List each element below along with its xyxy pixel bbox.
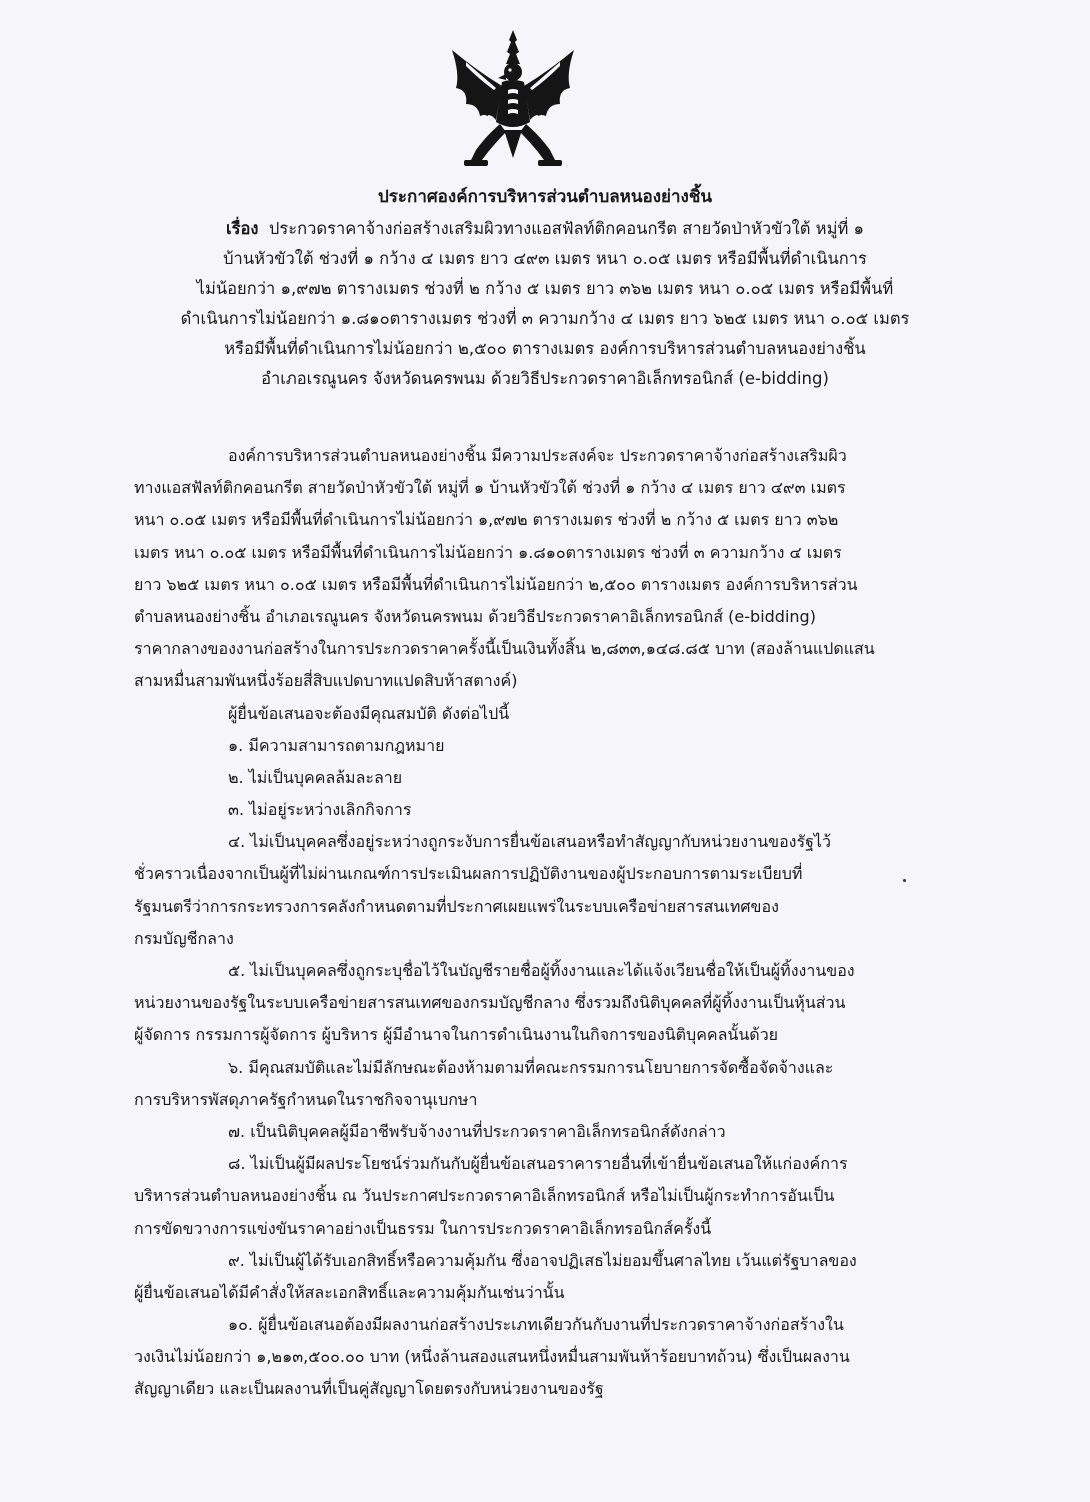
body-line: เมตร หนา ๐.๐๕ เมตร หรือมีพื้นที่ดำเนินการไม่น้อยกว่า ๑.๘๑๐ตารางเมตร ช่วงที่ ๓ ความกว้าง ๔ เมตร — [134, 542, 842, 562]
subject-text: ประกวดราคาจ้างก่อสร้างเสริมผิวทางแอสฟัลท์ติกคอนกรีต สายวัดป่าหัวขัวใต้ หมู่ที่ ๑ — [268, 219, 865, 238]
body-line: ๓. ไม่อยู่ระหว่างเลิกกิจการ — [228, 800, 412, 820]
body-line: หน่วยงานของรัฐในระบบเครือข่ายสารสนเทศของกรมบัญชีกลาง ซึ่งรวมถึงนิติบุคคลที่ผู้ทิ้งงานเป็นหุ้นส่วน — [134, 993, 846, 1013]
garuda-emblem-icon — [446, 30, 580, 170]
subject-line-2: บ้านหัวขัวใต้ ช่วงที่ ๑ กว้าง ๔ เมตร ยาว ๔๙๓ เมตร หนา ๐.๐๕ เมตร หรือมีพื้นที่ดำเนินการ — [223, 249, 867, 268]
body-line: ๘. ไม่เป็นผู้มีผลประโยชน์ร่วมกันกับผู้ยื่นข้อเสนอราคารายอื่นที่เข้ายื่นข้อเสนอให้แก่องค์การ — [228, 1154, 848, 1174]
subject-line-1 — [100, 214, 990, 244]
document-body — [134, 440, 984, 1406]
body-line: การขัดขวางการแข่งขันราคาอย่างเป็นธรรม ในการประกวดราคาอิเล็กทรอนิกส์ครั้งนี้ — [134, 1218, 712, 1238]
body-line: ราคากลางของงานก่อสร้างในการประกวดราคาครั้งนี้เป็นเงินทั้งสิ้น ๒,๘๓๓,๑๔๘.๘๕ บาท (สองล้านแปดแสน — [134, 639, 875, 659]
body-line: ๙. ไม่เป็นผู้ได้รับเอกสิทธิ์หรือความคุ้มกัน ซึ่งอาจปฏิเสธไม่ยอมขึ้นศาลไทย เว้นแต่รัฐบาลของ — [228, 1250, 857, 1270]
body-line: ๑๐. ผู้ยื่นข้อเสนอต้องมีผลงานก่อสร้างประเภทเดียวกันกับงานที่ประกวดราคาจ้างก่อสร้างใน — [228, 1315, 844, 1335]
body-line: ทางแอสฟัลท์ติกคอนกรีต สายวัดป่าหัวขัวใต้ หมู่ที่ ๑ บ้านหัวขัวใต้ ช่วงที่ ๑ กว้าง ๔ เมตร ยาว ๔๙๓ เมตร — [134, 478, 846, 498]
body-line: ๖. มีคุณสมบัติและไม่มีลักษณะต้องห้ามตามที่คณะกรรมการนโยบายการจัดซื้อจัดจ้างและ — [228, 1057, 834, 1077]
body-line: องค์การบริหารส่วนตำบลหนองย่างชิ้น มีความประสงค์จะ ประกวดราคาจ้างก่อสร้างเสริมผิว — [228, 446, 847, 465]
body-line: ชั่วคราวเนื่องจากเป็นผู้ที่ไม่ผ่านเกณฑ์การประเมินผลการปฏิบัติงานของผู้ประกอบการตามระเบียบที่ — [134, 864, 803, 884]
scan-speck — [903, 879, 906, 882]
subject-line-3: ไม่น้อยกว่า ๑,๙๗๒ ตารางเมตร ช่วงที่ ๒ กว้าง ๕ เมตร ยาว ๓๖๒ เมตร หนา ๐.๐๕ เมตร หรือมีพื้นที่ — [196, 279, 894, 298]
body-line: ๕. ไม่เป็นบุคคลซึ่งถูกระบุชื่อไว้ในบัญชีรายชื่อผู้ทิ้งงานและได้แจ้งเวียนชื่อให้เป็นผู้ทิ้งงานของ — [228, 961, 855, 980]
document-title: ประกาศองค์การบริหารส่วนตำบลหนองย่างชิ้น — [378, 187, 712, 207]
body-line: ๒. ไม่เป็นบุคคลล้มละลาย — [228, 767, 403, 787]
body-line: บริหารส่วนตำบลหนองย่างชิ้น ณ วันประกาศประกวดราคาอิเล็กทรอนิกส์ หรือไม่เป็นผู้กระทำการอันเป็น — [134, 1186, 835, 1206]
subject-line-5: หรือมีพื้นที่ดำเนินการไม่น้อยกว่า ๒,๕๐๐ ตารางเมตร องค์การบริหารส่วนตำบลหนองย่างชิ้น — [224, 339, 866, 358]
subject-line-4: ดำเนินการไม่น้อยกว่า ๑.๘๑๐ตารางเมตร ช่วงที่ ๓ ความกว้าง ๔ เมตร ยาว ๖๒๕ เมตร หนา ๐.๐๕ เมตร — [180, 309, 910, 328]
body-line: ๔. ไม่เป็นบุคคลซึ่งอยู่ระหว่างถูกระงับการยื่นข้อเสนอหรือทำสัญญากับหน่วยงานของรัฐไว้ — [228, 832, 831, 852]
body-line: สัญญาเดียว และเป็นผลงานที่เป็นคู่สัญญาโดยตรงกับหน่วยงานของรัฐ — [134, 1379, 604, 1399]
body-line: ผู้ยื่นข้อเสนอได้มีคำสั่งให้สละเอกสิทธิ์และความคุ้มกันเช่นว่านั้น — [134, 1282, 565, 1302]
body-line: กรมบัญชีกลาง — [134, 928, 234, 948]
body-line: รัฐมนตรีว่าการกระทรวงการคลังกำหนดตามที่ประกาศเผยแพร่ในระบบเครือข่ายสารสนเทศของ — [134, 896, 779, 916]
body-line: ๗. เป็นนิติบุคคลผู้มีอาชีพรับจ้างงานที่ประกวดราคาอิเล็กทรอนิกส์ดังกล่าว — [228, 1121, 726, 1141]
body-line: ผู้ยื่นข้อเสนอจะต้องมีคุณสมบัติ ดังต่อไปนี้ — [228, 703, 510, 723]
body-line: หนา ๐.๐๕ เมตร หรือมีพื้นที่ดำเนินการไม่น้อยกว่า ๑,๙๗๒ ตารางเมตร ช่วงที่ ๒ กว้าง ๕ เมตร ยาว ๓๖๒ — [134, 510, 839, 530]
body-line: ยาว ๖๒๕ เมตร หนา ๐.๐๕ เมตร หรือมีพื้นที่ดำเนินการไม่น้อยกว่า ๒,๕๐๐ ตารางเมตร องค์การบริหารส่วน — [134, 574, 858, 594]
body-line: ผู้จัดการ กรรมการผู้จัดการ ผู้บริหาร ผู้มีอำนาจในการดำเนินงานในกิจการของนิติบุคคลนั้นด้วย — [134, 1025, 779, 1045]
subject-label: เรื่อง — [225, 219, 259, 238]
body-line: การบริหารพัสดุภาครัฐกำหนดในราชกิจจานุเบกษา — [134, 1089, 478, 1109]
body-line: ตำบลหนองย่างชิ้น อำเภอเรณูนคร จังหวัดนครพนม ด้วยวิธีประกวดราคาอิเล็กทรอนิกส์ (e-bidding) — [134, 606, 816, 626]
subject-line-6: อำเภอเรณูนคร จังหวัดนครพนม ด้วยวิธีประกวดราคาอิเล็กทรอนิกส์ (e-bidding) — [261, 369, 829, 388]
body-line: ๑. มีความสามารถตามกฎหมาย — [228, 735, 445, 755]
body-line: วงเงินไม่น้อยกว่า ๑,๒๑๓,๕๐๐.๐๐ บาท (หนึ่งล้านสองแสนหนึ่งหมื่นสามพันห้าร้อยบาทถ้วน) ซึ่งเป็นผลงาน — [134, 1347, 850, 1367]
document-subject — [100, 214, 990, 394]
body-line: สามหมื่นสามพันหนึ่งร้อยสี่สิบแปดบาทแปดสิบห้าสตางค์) — [134, 671, 518, 691]
